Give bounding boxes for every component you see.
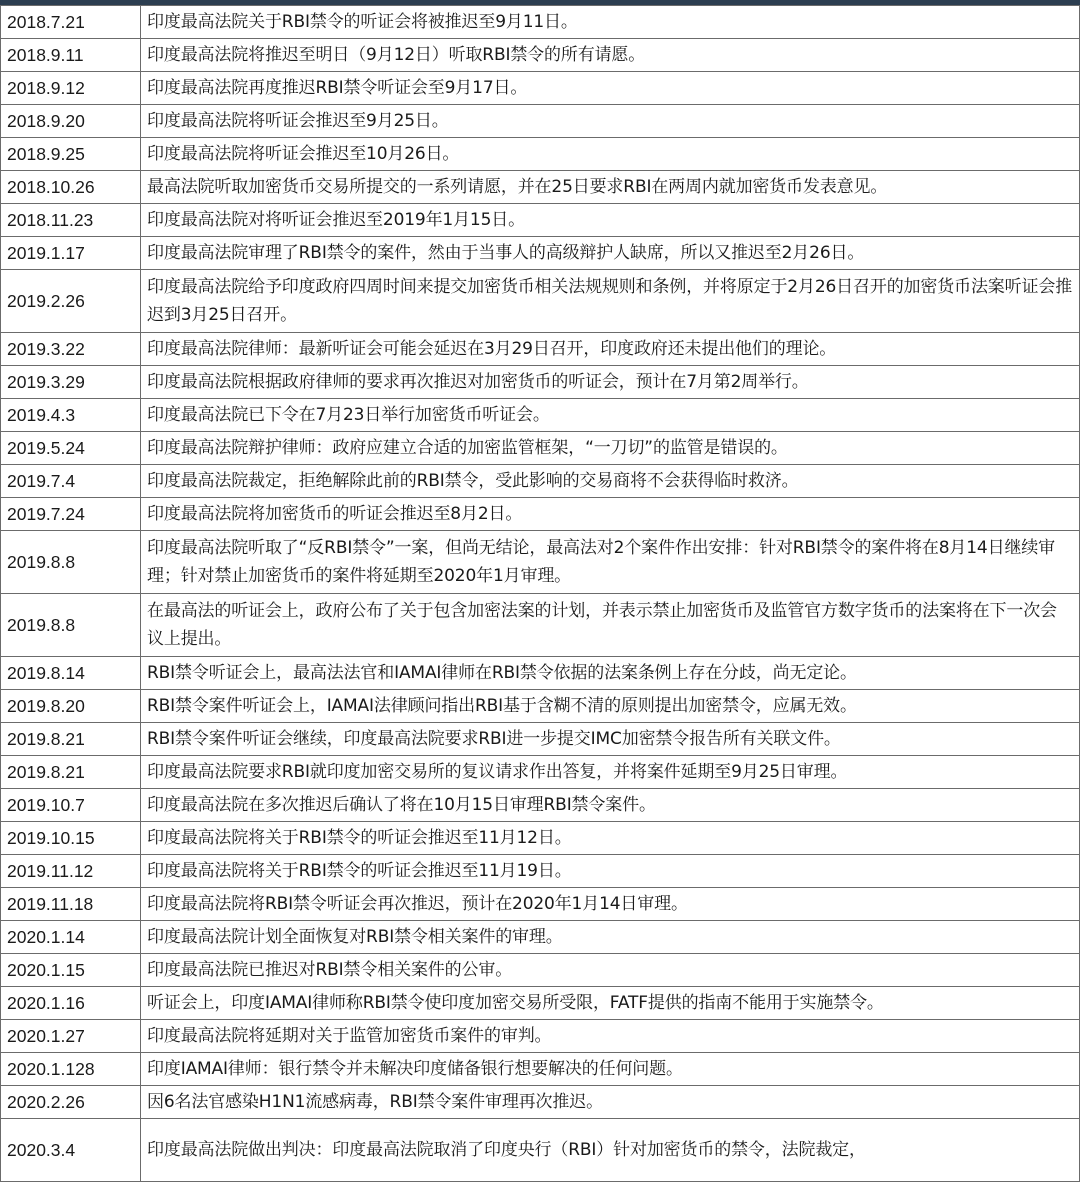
- row-event: 印度最高法院将听证会推迟至9月25日。: [141, 105, 1080, 138]
- row-event: 印度最高法院已下令在7月23日举行加密货币听证会。: [141, 399, 1080, 432]
- table-row: [1, 987, 1080, 1020]
- row-date: 2019.8.21: [1, 756, 141, 789]
- row-date: 2018.7.21: [1, 6, 141, 39]
- table-row: [1, 921, 1080, 954]
- row-date: 2019.7.4: [1, 465, 141, 498]
- row-event: 印度最高法院做出判决：印度最高法院取消了印度央行（RBI）针对加密货币的禁令，法院裁定，: [141, 1119, 1080, 1182]
- row-event: 印度最高法院将关于RBI禁令的听证会推迟至11月12日。: [141, 822, 1080, 855]
- row-event: 因6名法官感染H1N1流感病毒，RBI禁令案件审理再次推迟。: [141, 1086, 1080, 1119]
- table-row: [1, 789, 1080, 822]
- table-row: [1, 498, 1080, 531]
- row-event: 印度最高法院将关于RBI禁令的听证会推迟至11月19日。: [141, 855, 1080, 888]
- table-row: [1, 855, 1080, 888]
- row-date: 2018.11.23: [1, 204, 141, 237]
- row-event: 印度最高法院将加密货币的听证会推迟至8月2日。: [141, 498, 1080, 531]
- table-row: [1, 822, 1080, 855]
- row-event: 最高法院听取加密货币交易所提交的一系列请愿，并在25日要求RBI在两周内就加密货币发表意见。: [141, 171, 1080, 204]
- table-row: [1, 690, 1080, 723]
- row-date: 2019.3.29: [1, 366, 141, 399]
- row-date: 2019.8.14: [1, 657, 141, 690]
- row-event: RBI禁令案件听证会继续，印度最高法院要求RBI进一步提交IMC加密禁令报告所有关联文件。: [141, 723, 1080, 756]
- row-event: 印度最高法院给予印度政府四周时间来提交加密货币相关法规规则和条例，并将原定于2月26日召开的加密货币法案听证会推迟到3月25日召开。: [141, 270, 1080, 333]
- row-date: 2018.9.12: [1, 72, 141, 105]
- row-date: 2019.11.12: [1, 855, 141, 888]
- row-event: 听证会上，印度IAMAI律师称RBI禁令使印度加密交易所受限，FATF提供的指南不能用于实施禁令。: [141, 987, 1080, 1020]
- table-row: [1, 237, 1080, 270]
- timeline-body: [1, 6, 1080, 1182]
- table-row: [1, 72, 1080, 105]
- table-row: [1, 531, 1080, 594]
- row-event: 印度IAMAI律师：银行禁令并未解决印度储备银行想要解决的任何问题。: [141, 1053, 1080, 1086]
- row-date: 2018.9.20: [1, 105, 141, 138]
- table-row: [1, 105, 1080, 138]
- table-row: [1, 333, 1080, 366]
- table-row: [1, 432, 1080, 465]
- row-date: 2019.8.21: [1, 723, 141, 756]
- row-date: 2019.8.8: [1, 594, 141, 657]
- table-row: [1, 594, 1080, 657]
- row-date: 2020.1.14: [1, 921, 141, 954]
- row-event: 在最高法的听证会上，政府公布了关于包含加密法案的计划，并表示禁止加密货币及监管官方数字货币的法案将在下一次会议上提出。: [141, 594, 1080, 657]
- row-date: 2018.9.11: [1, 39, 141, 72]
- row-date: 2019.3.22: [1, 333, 141, 366]
- row-date: 2020.2.26: [1, 1086, 141, 1119]
- row-date: 2020.1.16: [1, 987, 141, 1020]
- row-date: 2019.8.8: [1, 531, 141, 594]
- row-event: RBI禁令听证会上，最高法法官和IAMAI律师在RBI禁令依据的法案条例上存在分歧，尚无定论。: [141, 657, 1080, 690]
- row-date: 2019.10.7: [1, 789, 141, 822]
- row-date: 2018.9.25: [1, 138, 141, 171]
- row-date: 2020.1.128: [1, 1053, 141, 1086]
- table-row: [1, 204, 1080, 237]
- table-row: [1, 39, 1080, 72]
- row-date: 2020.3.4: [1, 1119, 141, 1182]
- row-date: 2019.8.20: [1, 690, 141, 723]
- row-event: 印度最高法院辩护律师：政府应建立合适的加密监管框架，“一刀切”的监管是错误的。: [141, 432, 1080, 465]
- table-row: [1, 657, 1080, 690]
- row-event: 印度最高法院再度推迟RBI禁令听证会至9月17日。: [141, 72, 1080, 105]
- row-event: 印度最高法院已推迟对RBI禁令相关案件的公审。: [141, 954, 1080, 987]
- table-row: [1, 954, 1080, 987]
- row-event: 印度最高法院将推迟至明日（9月12日）听取RBI禁令的所有请愿。: [141, 39, 1080, 72]
- row-event: 印度最高法院审理了RBI禁令的案件，然由于当事人的高级辩护人缺席，所以又推迟至2月26日。: [141, 237, 1080, 270]
- row-event: 印度最高法院裁定，拒绝解除此前的RBI禁令，受此影响的交易商将不会获得临时救济。: [141, 465, 1080, 498]
- row-date: 2019.1.17: [1, 237, 141, 270]
- table-row: [1, 888, 1080, 921]
- row-event: 印度最高法院关于RBI禁令的听证会将被推迟至9月11日。: [141, 6, 1080, 39]
- row-event: 印度最高法院律师：最新听证会可能会延迟在3月29日召开，印度政府还未提出他们的理论。: [141, 333, 1080, 366]
- row-event: 印度最高法院在多次推迟后确认了将在10月15日审理RBI禁令案件。: [141, 789, 1080, 822]
- table-row: [1, 723, 1080, 756]
- row-date: 2018.10.26: [1, 171, 141, 204]
- row-date: 2019.4.3: [1, 399, 141, 432]
- row-date: 2019.11.18: [1, 888, 141, 921]
- row-date: 2019.2.26: [1, 270, 141, 333]
- row-date: 2019.7.24: [1, 498, 141, 531]
- row-event: 印度最高法院要求RBI就印度加密交易所的复议请求作出答复，并将案件延期至9月25日审理。: [141, 756, 1080, 789]
- row-event: 印度最高法院计划全面恢复对RBI禁令相关案件的审理。: [141, 921, 1080, 954]
- table-row: [1, 270, 1080, 333]
- row-event: 印度最高法院根据政府律师的要求再次推迟对加密货币的听证会，预计在7月第2周举行。: [141, 366, 1080, 399]
- row-event: 印度最高法院将延期对关于监管加密货币案件的审判。: [141, 1020, 1080, 1053]
- row-date: 2019.10.15: [1, 822, 141, 855]
- timeline-table: [0, 5, 1080, 1182]
- row-date: 2019.5.24: [1, 432, 141, 465]
- table-row: [1, 399, 1080, 432]
- table-row: [1, 756, 1080, 789]
- table-row: [1, 138, 1080, 171]
- table-row: [1, 366, 1080, 399]
- row-date: 2020.1.27: [1, 1020, 141, 1053]
- table-row: [1, 6, 1080, 39]
- row-date: 2020.1.15: [1, 954, 141, 987]
- table-row: [1, 465, 1080, 498]
- table-row: [1, 1119, 1080, 1182]
- row-event: 印度最高法院对将听证会推迟至2019年1月15日。: [141, 204, 1080, 237]
- row-event: 印度最高法院将RBI禁令听证会再次推迟，预计在2020年1月14日审理。: [141, 888, 1080, 921]
- row-event: 印度最高法院将听证会推迟至10月26日。: [141, 138, 1080, 171]
- row-event: RBI禁令案件听证会上，IAMAI法律顾问指出RBI基于含糊不清的原则提出加密禁令，应属无效。: [141, 690, 1080, 723]
- table-row: [1, 1053, 1080, 1086]
- table-row: [1, 171, 1080, 204]
- table-row: [1, 1020, 1080, 1053]
- table-row: [1, 1086, 1080, 1119]
- row-event: 印度最高法院听取了“反RBI禁令”一案，但尚无结论，最高法对2个案件作出安排：针对RBI禁令的案件将在8月14日继续审理；针对禁止加密货币的案件将延期至2020年1月审理。: [141, 531, 1080, 594]
